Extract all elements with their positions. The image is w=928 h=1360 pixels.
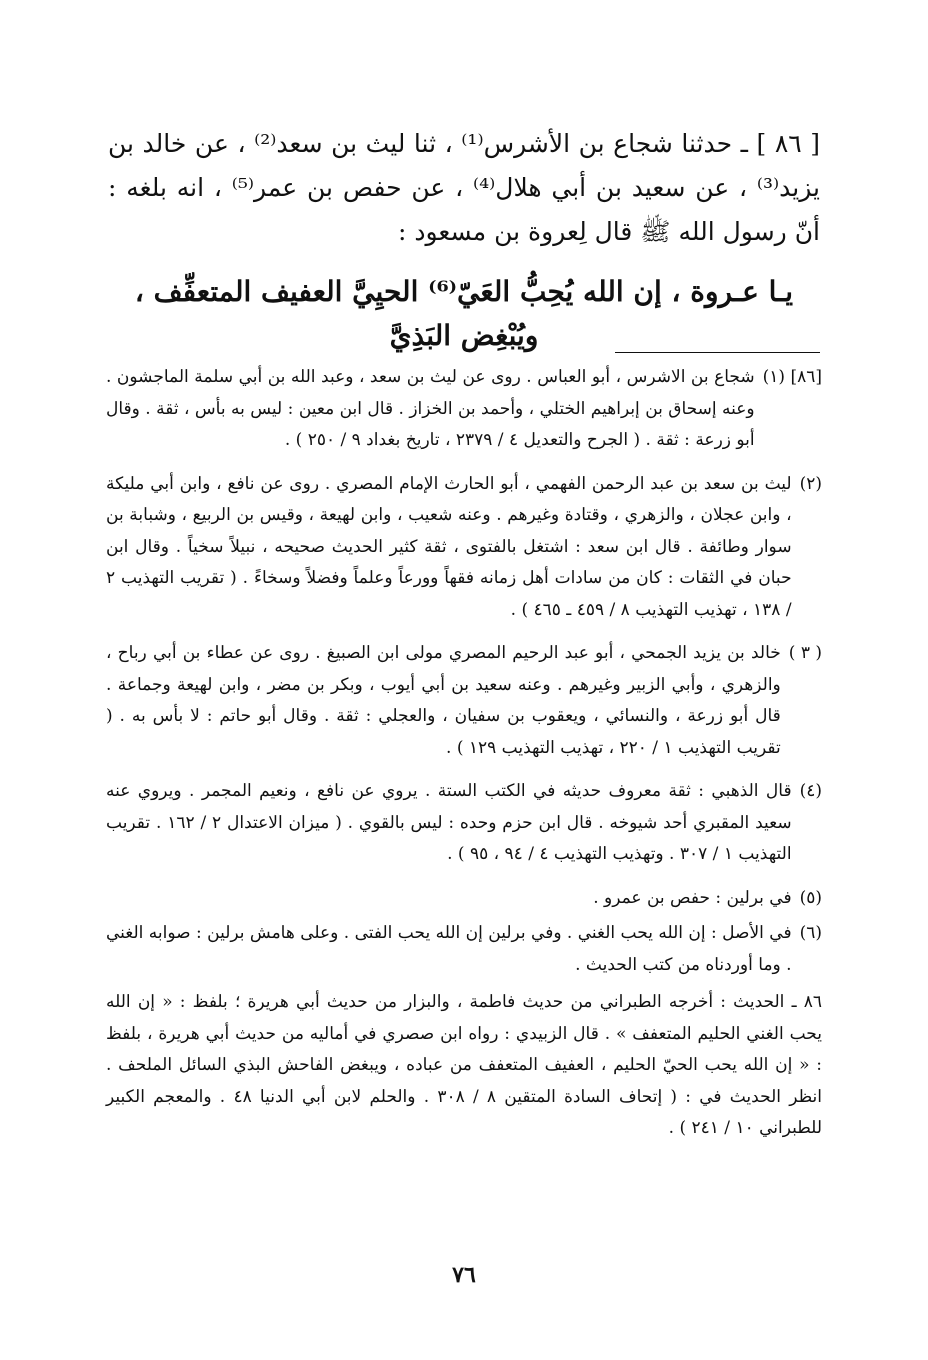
footnote-number: (٦) [799, 923, 822, 943]
footnote-text: خالد بن يزيد الجمحي ، أبو عبد الرحيم المصري مولى ابن الصبيغ . روى عن عطاء بن أبي رباح ، والزهري ، وأبي الزبير وغيرهم . وعنه سعيد بن أبي أيوب ، وبكر بن مضر ، وابن لهيعة وجماعة . قال أبو زرعة ، والنسائي ، ويعقوب بن سفيان ، والعجلي : ثقة . وقال أبو حاتم : لا بأس به . ( تقريب التهذيب ١ / ٢٢٠ ، تهذيب التهذيب ١٢٩ ) . [106, 643, 781, 758]
footnote-4 [106, 776, 822, 871]
footnote-number: (٤) [799, 781, 822, 801]
footnote-1 [106, 362, 822, 457]
footnote-2 [106, 469, 822, 627]
footnote-5 [106, 883, 822, 915]
hadith-takhrij: ٨٦ ـ الحديث : أخرجه الطبراني من حديث فاطمة ، والبزار من حديث أبي هريرة ؛ بلفظ : « إن الله يحب الغني الحليم المتعفف » . قال الزبيدي : رواه ابن صصري في أماليه من حديث أبي هريرة ، بلفظ : « إن الله يحب الحيّ الحليم ، العفيف المتعفف من عباده ، ويبغض الفاحش البذي السائل الملحف . انظر الحديث في : ( إتحاف السادة المتقين ٨ / ٣٠٨ . والحلم لابن أبي الدنيا ٤٨ . والمعجم الكبير للطبراني ١٠ / ٢٤١ ) . [106, 992, 822, 1138]
page-number: ٧٦ [452, 1262, 476, 1288]
footnote-text: قال الذهبي : ثقة معروف حديثه في الكتب الستة . يروي عن نافع ، ونعيم المجمر . ويروي عنه سعيد المقبري أحد شيوخه . قال ابن حزم وحده : ليس بالقوي . ( ميزان الاعتدال ٢ / ١٦٢ . تقريب التهذيب ١ / ٣٠٧ . وتهذيب التهذيب ٤ / ٩٤ ، ٩٥ ) . [106, 781, 792, 864]
footnote-separator [615, 352, 820, 353]
footnote-3 [106, 638, 822, 764]
footnote-text: في برلين : حفص بن عمرو . [593, 887, 792, 908]
footnote-number: ( ٣ ) [788, 643, 822, 663]
footnote-number: [٨٦] (١) [762, 367, 822, 387]
footnote-number: (٢) [799, 473, 822, 494]
footnote-text: ليث بن سعد بن عبد الرحمن الفهمي ، أبو الحارث الإمام المصري . روى عن نافع ، وابن أبي مليكة ، وابن عجلان ، والزهري ، وقتادة وغيرهم . وعنه شعيب ، وابن لهيعة ، وقيس بن الربيع ، وشبابة بن سوار وطائفة . قال ابن سعد : اشتغل بالفتوى ، ثقة كثير الحديث صحيحه ، نبيلاً سخياً . وقال ابن حبان في الثقات : كان من سادات أهل زمانه فقهاً وورعاً وعلماً وفضلاً وسخاءً . ( تقريب التهذيب ٢ / ١٣٨ ، تهذيب التهذيب ٨ / ٤٥٩ ـ ٤٦٥ ) . [106, 473, 792, 620]
footnote-6 [106, 918, 822, 981]
footnote-number: (٥) [799, 887, 822, 908]
hadith-quote: يـا عـروة ، إن الله يُحِبُّ العَيّ⁽⁶⁾ الحيِيَّ العفيف المتعفِّف ، ويُبْغِض البَذِيَّ [134, 275, 794, 352]
footnote-text: شجاع بن الاشرس ، أبو العباس . روى عن ليث بن سعد ، وعبد الله بن أبي سلمة الماجشون . وعنه إسحاق بن إبراهيم الختلي ، وأحمد بن الخزاز . قال ابن معين : ليس به بأس ، ثقة . وقال أبو زرعة : ثقة . ( الجرح والتعديل ٤ / ٢٣٧٩ ، تاريخ بغداد ٩ / ٢٥٠ ) . [106, 367, 755, 450]
hadith-chain-paragraph: [ ٨٦ ] ـ حدثنا شجاع بن الأشرس⁽¹⁾ ، ثنا ليث بن سعد⁽²⁾ ، عن خالد بن يزيد⁽³⁾ ، عن سعيد بن أبي هلال⁽⁴⁾ ، عن حفص بن عمر⁽⁵⁾ ، انه بلغه : أنّ رسول الله ﷺ قال لِعروة بن مسعود : [108, 129, 821, 246]
hadith-main-text [108, 122, 820, 254]
footnotes-section [106, 362, 822, 1145]
footnote-text: في الأصل : إن الله يحب الغني . وفي برلين إن الله يحب الفتى . وعلى هامش برلين : صوابه الغني . وما أوردناه من كتب الحديث . [106, 923, 792, 975]
